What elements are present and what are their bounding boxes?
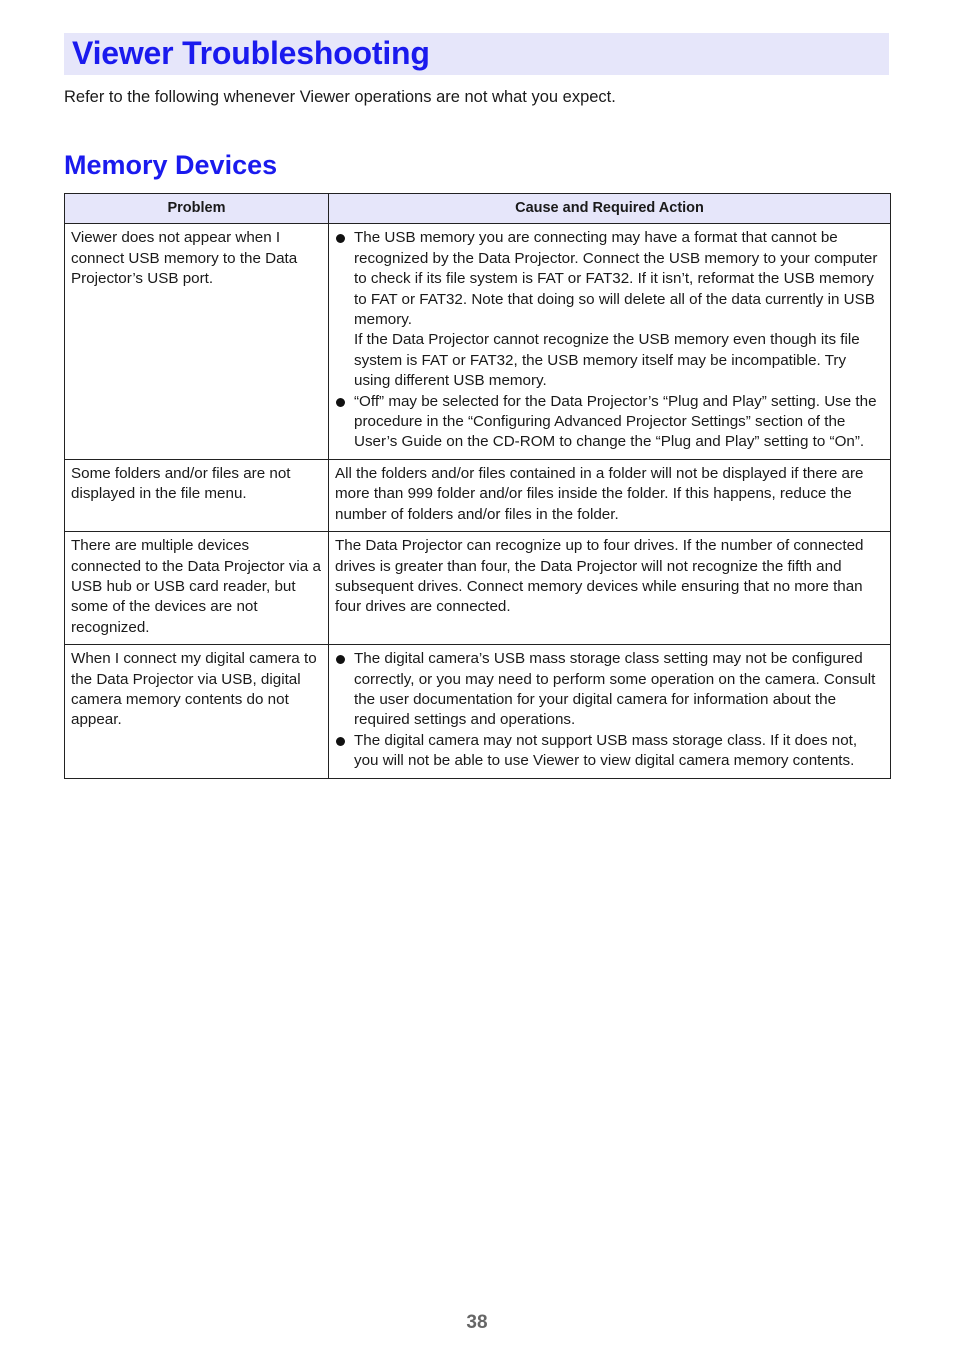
intro-text: Refer to the following whenever Viewer operations are not what you expect. xyxy=(64,88,616,106)
table-row xyxy=(65,459,891,531)
bullet-text: The digital camera’s USB mass storage class setting may not be configured correctly, or you may need to perform some operation on the camera. Consult the user documentation for your digital camera for information about the required settings and operations. xyxy=(354,650,876,729)
action-cell: The Data Projector can recognize up to four drives. If the number of connected drives is greater than four, the Data Projector will not recognize the fifth and subsequent drives. Connect memory devices while ensuring that no more than four drives are connected. xyxy=(329,532,891,645)
bullet-item xyxy=(335,731,884,772)
troubleshooting-table xyxy=(64,193,891,779)
table-row xyxy=(65,645,891,778)
action-cell xyxy=(329,645,891,778)
bullet-text: The digital camera may not support USB mass storage class. If it does not, you will not be able to use Viewer to view digital camera memory contents. xyxy=(354,731,858,770)
page-number: 38 xyxy=(466,1312,488,1333)
action-bullet-list xyxy=(335,649,884,771)
table-row xyxy=(65,532,891,645)
bullet-item xyxy=(335,649,884,731)
table-header-row xyxy=(65,194,891,224)
page-title: Viewer Troubleshooting xyxy=(72,35,430,71)
bullet-item xyxy=(335,392,884,453)
column-header-action: Cause and Required Action xyxy=(329,194,891,224)
bullet-item xyxy=(335,228,884,391)
page-title-bar xyxy=(64,33,889,75)
problem-cell: Viewer does not appear when I connect USB memory to the Data Projector’s USB port. xyxy=(65,224,329,459)
bullet-extra-text: If the Data Projector cannot recognize the USB memory even though its file system is FAT or FAT32, the USB memory itself may be incompatible. Try using different USB memory. xyxy=(354,331,860,390)
section-title: Memory Devices xyxy=(64,150,278,180)
table-row xyxy=(65,224,891,459)
bullet-text: “Off” may be selected for the Data Projector’s “Plug and Play” setting. Use the procedure in the “Configuring Advanced Projector Settings” section of the User’s Guide on the CD-ROM to change the “Plug and Play” setting to “On”. xyxy=(354,392,877,451)
action-cell xyxy=(329,224,891,459)
action-bullet-list xyxy=(335,228,884,452)
problem-cell: Some folders and/or files are not displayed in the file menu. xyxy=(65,459,329,531)
action-cell: All the folders and/or files contained in a folder will not be displayed if there are more than 999 folder and/or files inside the folder. If this happens, reduce the number of folders and/or files in the folder. xyxy=(329,459,891,531)
column-header-problem: Problem xyxy=(65,194,329,224)
problem-cell: There are multiple devices connected to the Data Projector via a USB hub or USB card reader, but some of the devices are not recognized. xyxy=(65,532,329,645)
problem-cell: When I connect my digital camera to the Data Projector via USB, digital camera memory contents do not appear. xyxy=(65,645,329,778)
bullet-text: The USB memory you are connecting may have a format that cannot be recognized by the Data Projector. Connect the USB memory to your computer to check if its file system is FAT or FAT32. If it isn’t, reformat the USB memory to FAT or FAT32. Note that doing so will delete all of the data currently in USB memory. xyxy=(354,229,878,329)
